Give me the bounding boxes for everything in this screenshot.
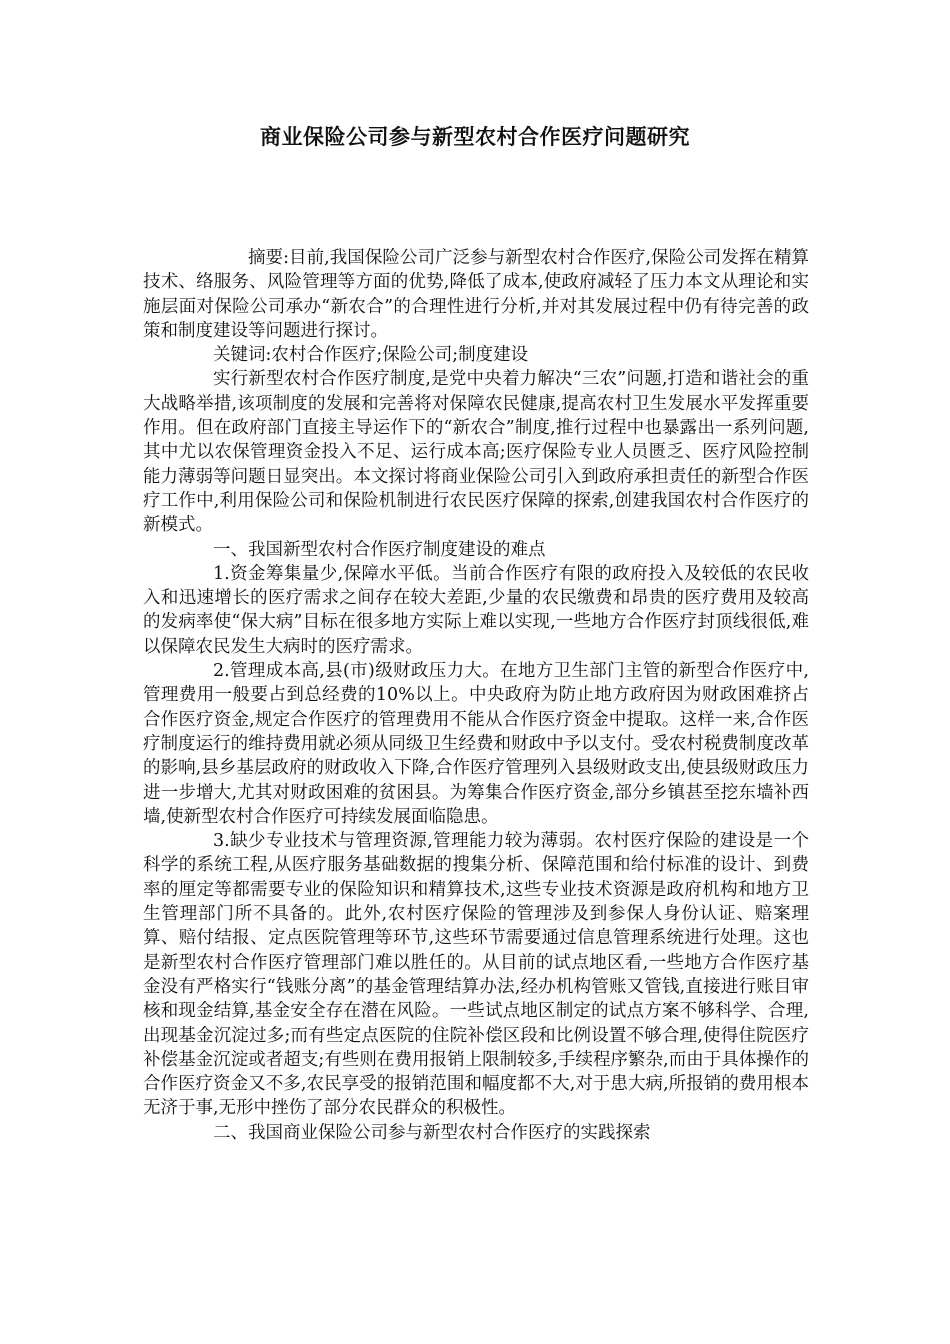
point-3-paragraph: 3.缺少专业技术与管理资源,管理能力较为薄弱。农村医疗保险的建设是一个科学的系统工程,从医疗服务基础数据的搜集分析、保障范围和给付标准的设计、到费率的厘定等都需要专业的保险知识和精算技术,这些专业技术资源是政府机构和地方卫生管理部门所不具备的。此外,农村医疗保险的管理涉及到参保人身份认证、赔案理算、赔付结报、定点医院管理等环节,这些环节需要通过信息管理系统进行处理。这也是新型农村合作医疗管理部门难以胜任的。从目前的试点地区看,一些地方合作医疗基金没有严格实行“钱账分离”的基金管理结算办法,经办机构管账又管钱,直接进行账目审核和现金结算,基金安全存在潜在风险。一些试点地区制定的试点方案不够科学、合理,出现基金沉淀过多;而有些定点医院的住院补偿区段和比例设置不够合理,使得住院医疗补偿基金沉淀或者超支;有些则在费用报销上限制较多,手续程序繁杂,而由于具体操作的合作医疗资金又不多,农民享受的报销范围和幅度都不大,对于患大病,所报销的费用根本无济于事,无形中挫伤了部分农民群众的积极性。 xyxy=(143,831,809,1119)
abstract-paragraph: 摘要:目前,我国保险公司广泛参与新型农村合作医疗,保险公司发挥在精算技术、络服务、风险管理等方面的优势,降低了成本,使政府减轻了压力本文从理论和实施层面对保险公司承办“新农合”的合理性进行分析,并对其发展过程中仍有待完善的政策和制度建设等问题进行探讨。 xyxy=(143,248,809,341)
section-heading-2: 二、我国商业保险公司参与新型农村合作医疗的实践探索 xyxy=(213,1122,651,1143)
keywords-paragraph: 关键词:农村合作医疗;保险公司;制度建设 xyxy=(213,345,529,366)
section-heading-1: 一、我国新型农村合作医疗制度建设的难点 xyxy=(213,539,546,560)
intro-paragraph: 实行新型农村合作医疗制度,是党中央着力解决“三农”问题,打造和谐社会的重大战略举措,该项制度的发展和完善将对保障农民健康,提高农村卫生发展水平发挥重要作用。但在政府部门直接主导运作下的“新农合”制度,推行过程中也暴露出一系列问题,其中尤以农保管理资金投入不足、运行成本高;医疗保险专业人员匮乏、医疗风险控制能力薄弱等问题日显突出。本文探讨将商业保险公司引入到政府承担责任的新型合作医疗工作中,利用保险公司和保险机制进行农民医疗保障的探索,创建我国农村合作医疗的新模式。 xyxy=(143,369,809,536)
point-1-paragraph: 1.资金筹集量少,保障水平低。当前合作医疗有限的政府投入及较低的农民收入和迅速增长的医疗需求之间存在较大差距,少量的农民缴费和昂贵的医疗费用及较高的发病率使“保大病”目标在很多地方实际上难以实现,一些地方合作医疗封顶线很低,难以保障农民发生大病时的医疗需求。 xyxy=(143,563,809,657)
document-body xyxy=(143,246,809,1145)
document-title: 商业保险公司参与新型农村合作医疗问题研究 xyxy=(260,125,690,149)
point-2-paragraph: 2.管理成本高,县(市)级财政压力大。在地方卫生部门主管的新型合作医疗中,管理费用一般要占到总经费的10%以上。中央政府为防止地方政府因为财政困难挤占合作医疗资金,规定合作医疗的管理费用不能从合作医疗资金中提取。这样一来,合作医疗制度运行的维持费用就必须从同级卫生经费和财政中予以支付。受农村税费制度改革的影响,县乡基层政府的财政收入下降,合作医疗管理列入县级财政支出,使县级财政压力进一步增大,尤其对财政困难的贫困县。为筹集合作医疗资金,部分乡镇甚至挖东墙补西墙,使新型农村合作医疗可持续发展面临隐患。 xyxy=(143,661,809,827)
